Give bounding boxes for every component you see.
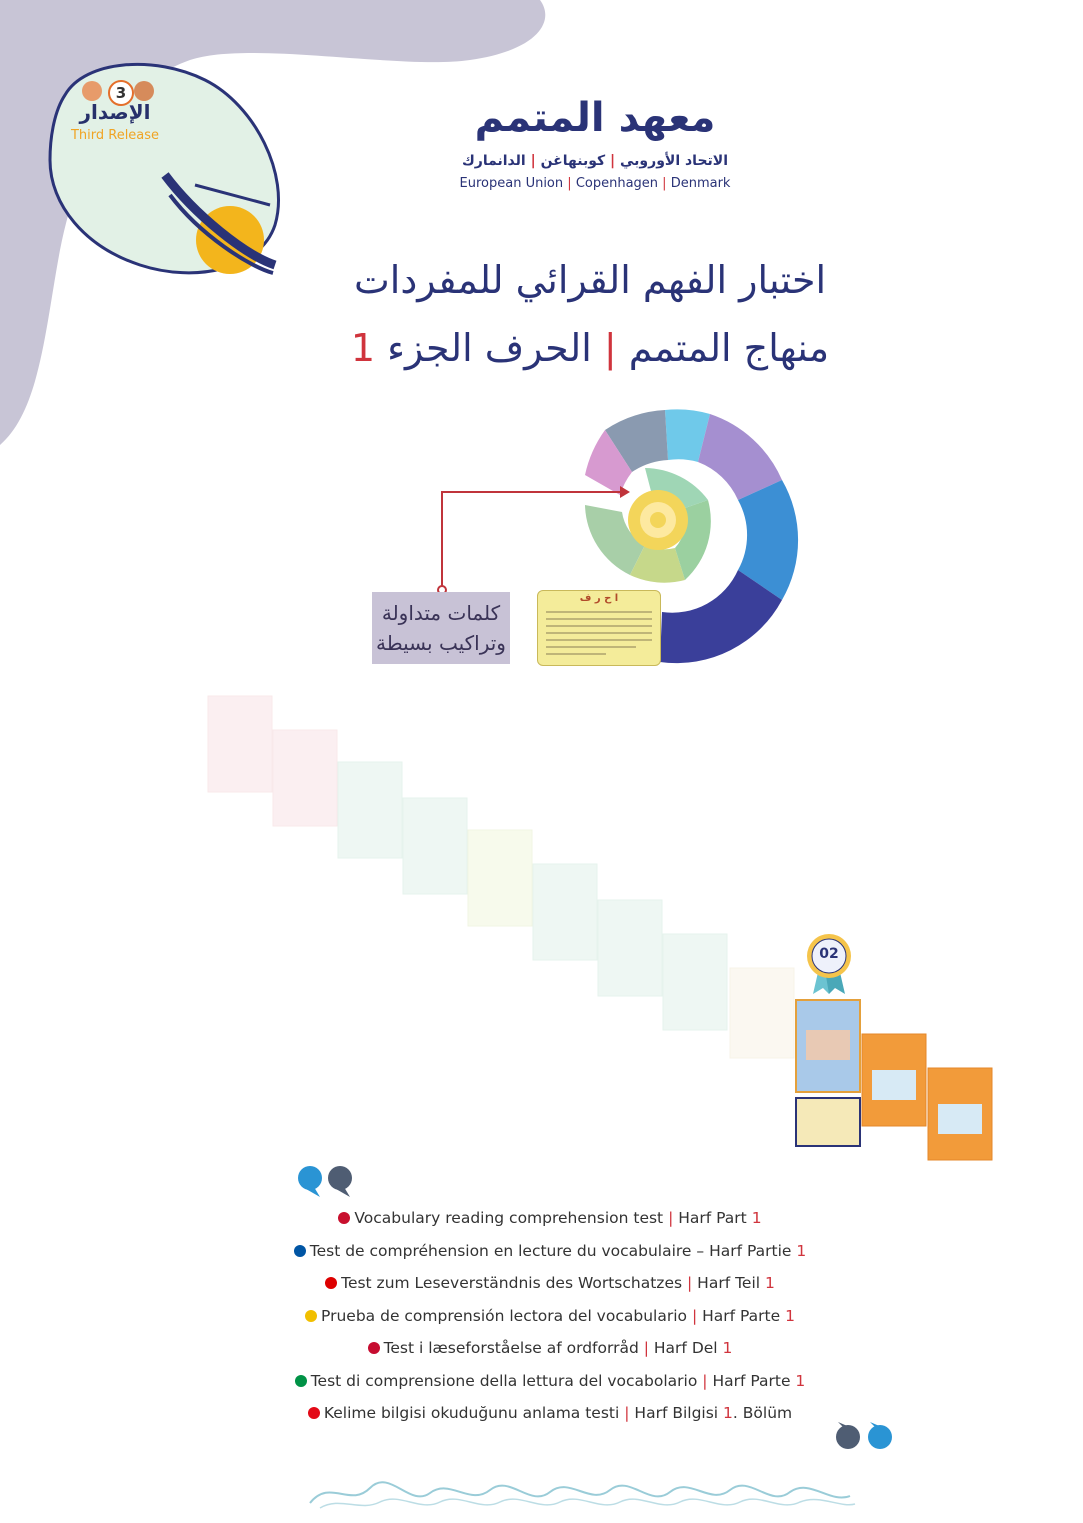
release-number: 3 (108, 80, 134, 106)
subtitle: منهاج المتمم | الحرف الجزء 1 (350, 326, 830, 370)
es-flag-icon (305, 1310, 317, 1322)
info-card: ا ح ر ف (537, 590, 661, 666)
release-badge (45, 55, 285, 280)
release-english: Third Release (70, 128, 160, 143)
lang-row-danish: Test i læseforståelse af ordforråd | Harf Del 1 (150, 1332, 950, 1365)
opening-quote-icon (296, 1165, 356, 1199)
lang-row-english: Vocabulary reading comprehension test | Harf Part 1 (150, 1202, 950, 1235)
medal-number: 02 (819, 946, 839, 962)
callout-box: كلمات متداولة وتراكيب بسيطة (372, 592, 510, 664)
book-covers-staircase (200, 690, 1000, 1170)
it-flag-icon (295, 1375, 307, 1387)
lang-row-turkish: Kelime bilgisi okuduğunu anlama testi | Harf Bilgisi 1. Bölüm (150, 1397, 950, 1430)
boy-avatar-icon (134, 81, 154, 101)
fr-flag-icon (294, 1245, 306, 1257)
medal-badge-icon (805, 932, 853, 996)
institute-location-en: European Union | Copenhagen | Denmark (459, 176, 731, 191)
main-title: اختبار الفهم القرائي للمفردات (353, 258, 826, 302)
girl-avatar-icon (82, 81, 102, 101)
institute-title: معهد المتمم (474, 95, 716, 141)
lang-row-french: Test de compréhension en lecture du vocabulaire – Harf Partie 1 (150, 1235, 950, 1268)
de-flag-icon (325, 1277, 337, 1289)
calligraphy-decoration (300, 1468, 860, 1518)
release-arabic: الإصدار (79, 100, 151, 124)
lang-row-german: Test zum Leseverständnis des Wortschatzes | Harf Teil 1 (150, 1267, 950, 1300)
dk-flag-icon (368, 1342, 380, 1354)
institute-location-ar: الاتحاد الأوروبي | كوبنهاغن | الدانمارك (461, 153, 729, 169)
lang-row-italian: Test di comprensione della lettura del vocabolario | Harf Parte 1 (150, 1365, 950, 1398)
uk-flag-icon (338, 1212, 350, 1224)
tr-flag-icon (308, 1407, 320, 1419)
closing-quote-icon (834, 1422, 894, 1456)
connector-arrow (430, 480, 650, 600)
lang-row-spanish: Prueba de comprensión lectora del vocabulario | Harf Parte 1 (150, 1300, 950, 1333)
language-list (150, 1202, 950, 1430)
